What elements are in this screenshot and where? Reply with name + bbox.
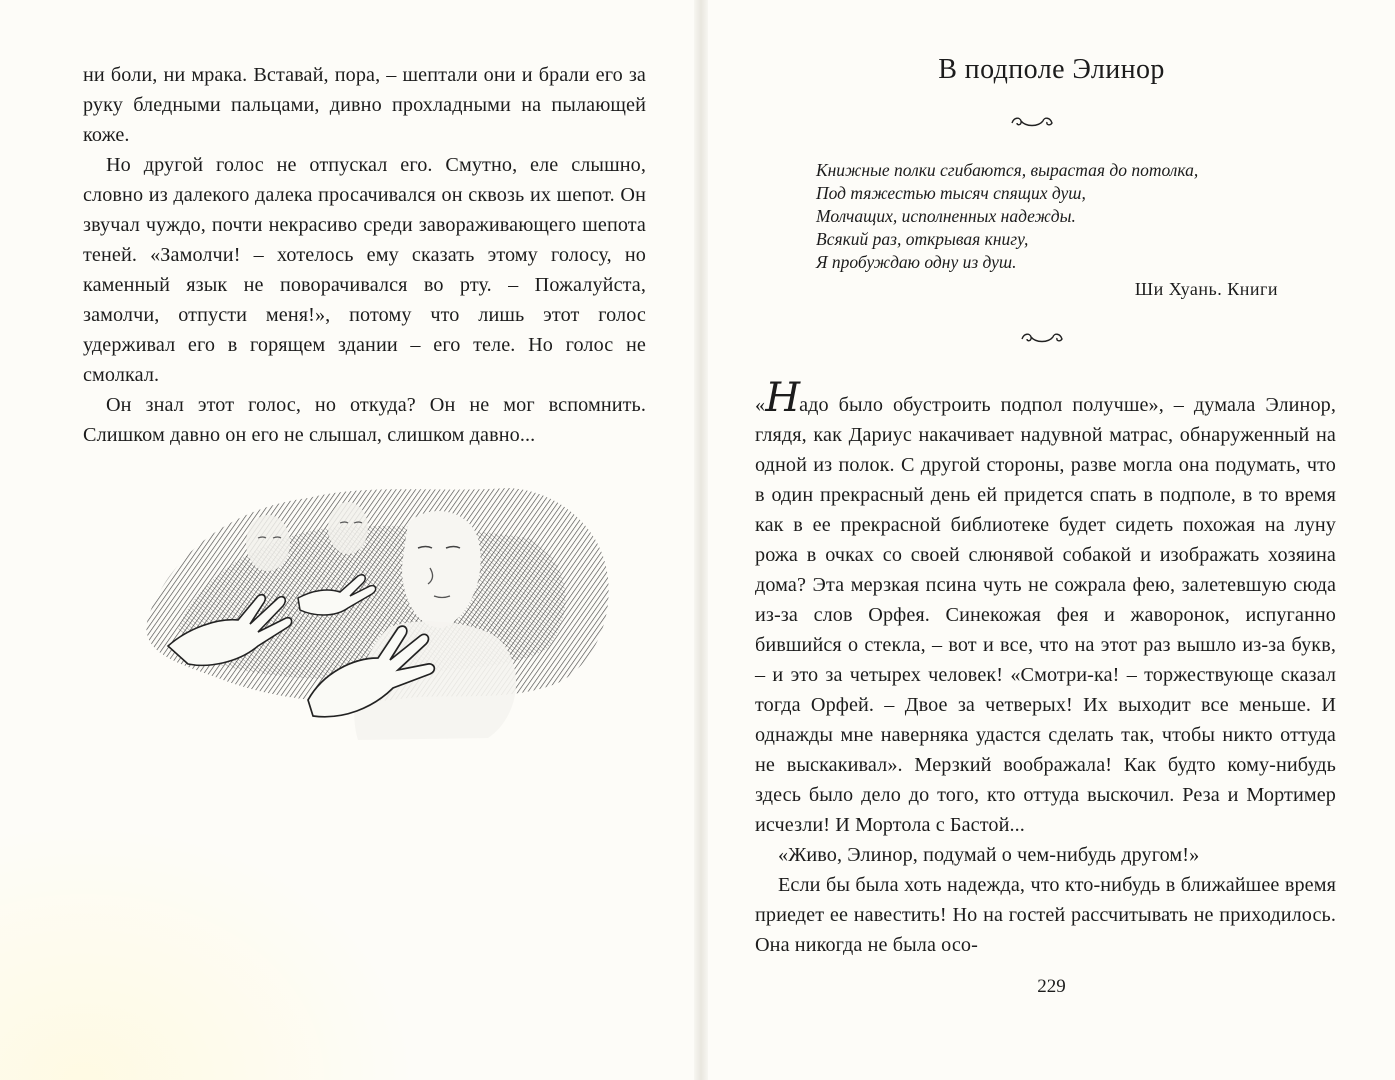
- flourish-ornament-icon: [1008, 111, 1056, 131]
- epigraph-line: Книжные полки сгибаются, вырастая до потолка,: [816, 160, 1199, 180]
- right-paragraph-3: Если бы была хоть надежда, что кто-нибудь в ближайшее время приедет ее навестить! Но на гостей рассчитывать не приходилось. Она никогда не была осо-: [755, 874, 1336, 956]
- flourish-ornament-icon: [1018, 327, 1066, 347]
- left-page: [0, 0, 694, 1080]
- epigraph: [816, 159, 1276, 274]
- shadow-hands-illustration: [108, 468, 628, 743]
- open-quote: «: [755, 394, 766, 416]
- epigraph-line: Всякий раз, открывая книгу,: [816, 229, 1029, 249]
- left-page-text: [83, 60, 646, 450]
- bleed-through-text: [90, 725, 650, 756]
- right-page: [708, 0, 1395, 1080]
- right-page-text: [755, 375, 1336, 960]
- epigraph-line: Под тяжестью тысяч спящих душ,: [816, 183, 1086, 203]
- paragraph-text: адо было обустроить подпол получше», – думала Элинор, глядя, как Дариус накачивает надувной матрас, обнаруженный на одной из полок. С другой стороны, разве могла она подумать, что в один прекрасный день ей придется спать в подполе, в то время как в ее прекрасной библиотеке будет сидеть похожая на луну рожа в очках со своей слюнявой собакой и изображать хозяина дома? Эта мерзкая псина чуть не сожрала фею, залетевшую сюда из-за слов Орфея. Синекожая фея и жаворонок, испуганно бившийся о стекла, – вот и все, что на этот раз вышло из-за букв, – и это за четырех человек! «Смотри-ка! – торжествующе сказал тогда Орфей. – Двое за четверых! Их выходит все меньше. И однажды мне наверняка удастся сделать так, чтобы никто оттуда не выскакивал». Мерзкий воображала! Как будто кому-нибудь здесь было дело до того, кто оттуда выскочил. Реза и Мортимер исчезли! И Мортола с Бастой...: [755, 394, 1336, 836]
- epigraph-line: Молчащих, исполненных надежды.: [816, 206, 1076, 226]
- drop-cap: Н: [765, 375, 800, 421]
- chapter-title: В подполе Элинор: [938, 54, 1165, 85]
- left-paragraph-1: ни боли, ни мрака. Вставай, пора, – шептали они и брали его за руку бледными пальцами, дивно прохладными на пылающей коже.: [83, 64, 646, 146]
- right-paragraph-2: «Живо, Элинор, подумай о чем-нибудь другом!»: [778, 844, 1200, 866]
- epigraph-line: Я пробуждаю одну из душ.: [816, 252, 1017, 272]
- left-paragraph-3: Он знал этот голос, но откуда? Он не мог вспомнить. Слишком давно он его не слышал, слишком давно...: [83, 394, 646, 446]
- left-paragraph-2: Но другой голос не отпускал его. Смутно, еле слышно, словно из далекого далека просачивался он сквозь их шепот. Он звучал чуждо, почти некрасиво среди завораживающего шепота теней. «Замолчи! – хотелось ему сказать этому голосу, но каменный язык не поворачивался во рту. – Пожалуйста, замолчи, отпусти меня!», потому что лишь этот голос удерживал его в горящем здании – его теле. Но голос не смолкал.: [83, 154, 646, 386]
- page-light-spot: [0, 820, 420, 1080]
- book-gutter: [694, 0, 708, 1080]
- right-paragraph-1: [755, 375, 1336, 840]
- page-number: 229: [1037, 976, 1066, 997]
- epigraph-source: Ши Хуань. Книги: [1134, 279, 1278, 299]
